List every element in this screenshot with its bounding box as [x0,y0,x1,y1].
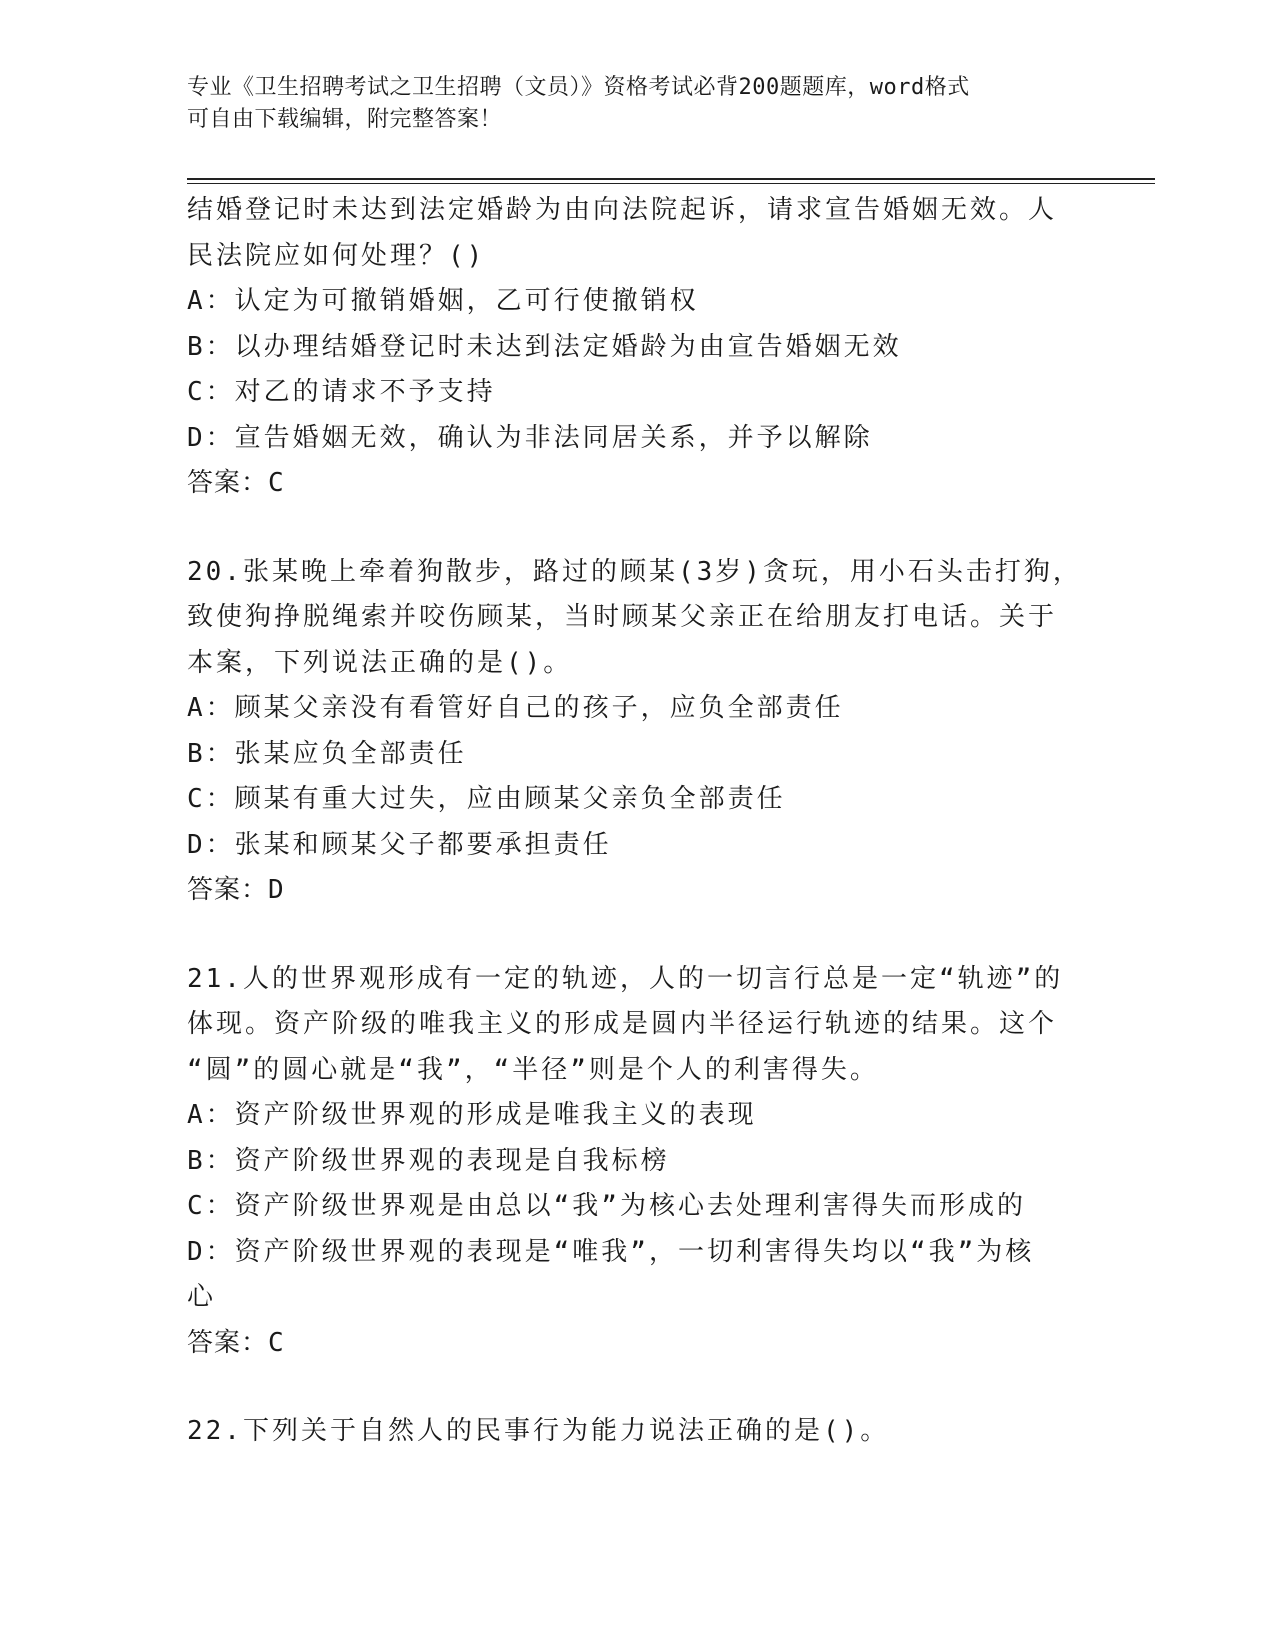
question-stem-line: 民法院应如何处理？() [187,240,486,271]
answer-value: C [268,1327,285,1358]
answer-line [187,868,1087,914]
option-a: A：认定为可撤销婚姻，乙可行使撤销权 [187,286,699,316]
question-spacer [187,507,1087,550]
header-divider-thick [187,178,1155,180]
answer-line [187,1321,1087,1367]
header-divider-thin [187,183,1155,184]
answer-label: 答案： [187,875,269,905]
option-b: B：张某应负全部责任 [187,738,467,769]
question-19 [187,188,1087,507]
answer-value: D [268,875,285,905]
question-stem-line: 本案，下列说法正确的是()。 [187,647,573,678]
question-stem-line: 结婚登记时未达到法定婚龄为由向法院起诉，请求宣告婚姻无效。人 [187,195,1058,225]
answer-label: 答案： [187,1327,269,1358]
option-c: C：资产阶级世界观是由总以“我”为核心去处理利害得失而形成的 [187,1191,1026,1221]
option-a: A：资产阶级世界观的形成是唯我主义的表现 [187,1100,757,1130]
option-d: D：宣告婚姻无效，确认为非法同居关系，并予以解除 [187,422,873,453]
option-b: B：以办理结婚登记时未达到法定婚龄为由宣告婚姻无效 [187,331,902,362]
document-header [187,72,1087,136]
option-d-continued: 心 [187,1282,217,1312]
document-body [187,188,1087,1455]
header-title-line-1: 专业《卫生招聘考试之卫生招聘（文员）》资格考试必背200题题库，word格式 [187,75,970,100]
question-20 [187,550,1087,914]
option-b: B：资产阶级世界观的表现是自我标榜 [187,1145,670,1176]
question-spacer [187,914,1087,957]
question-21 [187,957,1087,1367]
answer-label: 答案： [187,468,269,498]
option-c: C：对乙的请求不予支持 [187,377,496,407]
question-spacer [187,1366,1087,1409]
header-title-line-2: 可自由下载编辑，附完整答案！ [187,107,503,132]
question-stem-line: 21.人的世界观形成有一定的轨迹，人的一切言行总是一定“轨迹”的 [187,963,1064,994]
answer-value: C [268,468,285,498]
question-22 [187,1409,1087,1455]
option-d: D：资产阶级世界观的表现是“唯我”，一切利害得失均以“我”为核 [187,1236,1035,1267]
option-c: C：顾某有重大过失，应由顾某父亲负全部责任 [187,784,786,814]
question-stem-line: 体现。资产阶级的唯我主义的形成是圆内半径运行轨迹的结果。这个 [187,1009,1058,1039]
question-stem-line: “圆”的圆心就是“我”，“半径”则是个人的利害得失。 [187,1054,879,1085]
question-stem-line: 致使狗挣脱绳索并咬伤顾某，当时顾某父亲正在给朋友打电话。关于 [187,602,1058,632]
option-a: A：顾某父亲没有看管好自己的孩子，应负全部责任 [187,693,844,723]
question-stem-line: 22.下列关于自然人的民事行为能力说法正确的是()。 [187,1416,890,1446]
option-d: D：张某和顾某父子都要承担责任 [187,829,612,860]
question-stem-line: 20.张某晚上牵着狗散步，路过的顾某(3岁)贪玩，用小石头击打狗， [187,556,1082,587]
answer-line [187,461,1087,507]
